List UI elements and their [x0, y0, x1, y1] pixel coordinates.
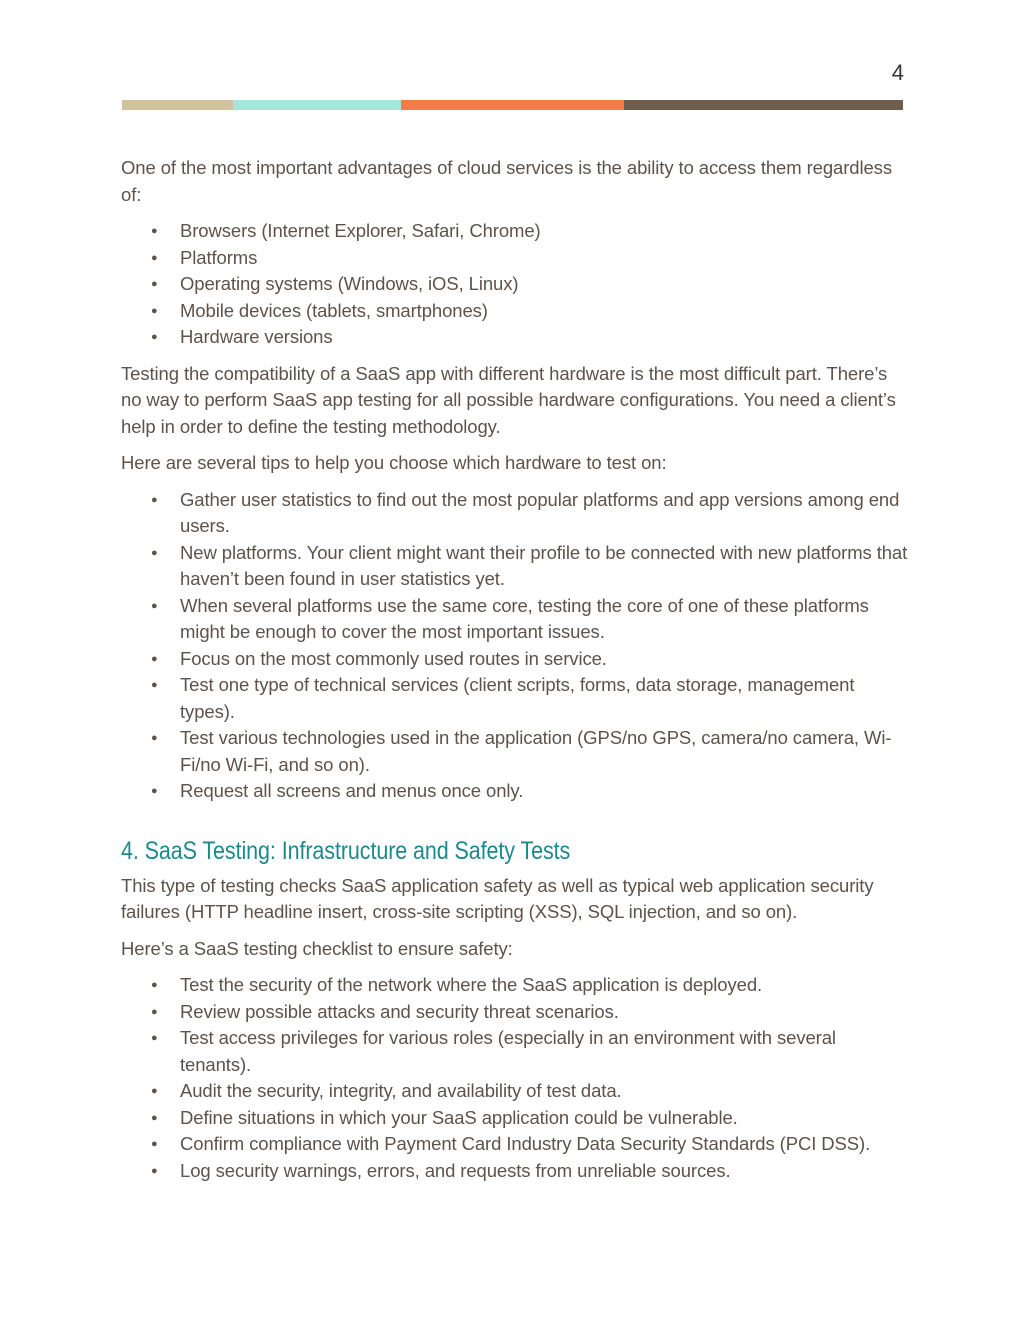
list-item-text: Test various technologies used in the application (GPS/no GPS, camera/no camera, Wi-Fi/no Wi-Fi, and so on). [180, 727, 892, 775]
bullet-icon [151, 540, 158, 567]
bullet-icon [151, 1025, 158, 1052]
list-item [180, 646, 911, 673]
color-bar-segment [122, 100, 233, 110]
list-item [180, 725, 911, 778]
list-item [180, 672, 911, 725]
bullet-icon [151, 972, 158, 999]
bullet-icon [151, 218, 158, 245]
list-item [180, 972, 911, 999]
list-item [180, 1025, 911, 1078]
page-number: 4 [891, 60, 904, 85]
list-item [180, 593, 911, 646]
bullet-icon [151, 672, 158, 699]
list-item [180, 999, 911, 1026]
bullet-icon [151, 324, 158, 351]
header-color-bar [122, 100, 903, 110]
list-item-text: Operating systems (Windows, iOS, Linux) [180, 273, 519, 294]
list-item-text: New platforms. Your client might want their profile to be connected with new platforms that haven’t been found in user statistics yet. [180, 541, 908, 589]
list-item-text: When several platforms use the same core, testing the core of one of these platforms might be enough to cover the most important issues. [180, 594, 869, 642]
list-item-text: Mobile devices (tablets, smartphones) [180, 299, 488, 321]
bullet-icon [151, 1078, 158, 1105]
bullet-icon [151, 778, 158, 805]
list-item [180, 245, 911, 272]
bullet-icon [151, 1131, 158, 1158]
list-item [180, 298, 911, 325]
list-item [180, 540, 911, 593]
color-bar-segment [401, 100, 624, 110]
bullet-icon [151, 646, 158, 673]
bullet-icon [151, 999, 158, 1026]
bullet-icon [151, 1105, 158, 1132]
bullet-icon [151, 271, 158, 298]
bullet-icon [151, 298, 158, 325]
bullet-icon [151, 487, 158, 514]
list-item-text: Request all screens and menus once only. [180, 780, 524, 801]
hardware-paragraph: Testing the compatibility of a SaaS app with different hardware is the most difficult part. There’s no way to perform SaaS app testing for all possible hardware configurations. You need a client’s help in order to define the testing methodology. [121, 362, 896, 437]
list-item-text: Hardware versions [180, 326, 333, 347]
list-item [180, 324, 911, 351]
access-list [121, 218, 911, 351]
list-item [180, 1158, 911, 1185]
list-item-text: Review possible attacks and security threat scenarios. [180, 1000, 619, 1022]
bullet-icon [151, 1158, 158, 1185]
list-item-text: Focus on the most commonly used routes in service. [180, 647, 607, 669]
tips-list [121, 487, 911, 805]
list-item-text: Test access privileges for various roles (especially in an environment with several tenants). [180, 1027, 836, 1075]
list-item-text: Define situations in which your SaaS application could be vulnerable. [180, 1106, 738, 1128]
color-bar-segment [624, 100, 903, 110]
list-item-text: Confirm compliance with Payment Card Industry Data Security Standards (PCI DSS). [180, 1133, 871, 1154]
tips-intro: Here are several tips to help you choose which hardware to test on: [121, 452, 667, 473]
safety-checklist [121, 972, 911, 1184]
bullet-icon [151, 725, 158, 752]
checklist-intro: Here’s a SaaS testing checklist to ensure safety: [121, 937, 513, 959]
list-item [180, 218, 911, 245]
list-item-text: Browsers (Internet Explorer, Safari, Chrome) [180, 220, 541, 241]
list-item [180, 1105, 911, 1132]
list-item-text: Platforms [180, 246, 258, 268]
list-item [180, 1078, 911, 1105]
list-item [180, 487, 911, 540]
list-item-text: Test the security of the network where the SaaS application is deployed. [180, 974, 763, 995]
intro-paragraph: One of the most important advantages of cloud services is the ability to access them regardless of: [121, 157, 892, 205]
section-heading: 4. SaaS Testing: Infrastructure and Safety Tests [121, 836, 571, 865]
list-item [180, 778, 911, 805]
bullet-icon [151, 245, 158, 272]
list-item-text: Gather user statistics to find out the most popular platforms and app versions among end users. [180, 488, 900, 536]
page-content [121, 155, 911, 1194]
list-item [180, 1131, 911, 1158]
list-item-text: Test one type of technical services (client scripts, forms, data storage, management types). [180, 674, 855, 722]
list-item-text: Log security warnings, errors, and requests from unreliable sources. [180, 1159, 731, 1181]
list-item [180, 271, 911, 298]
section-paragraph: This type of testing checks SaaS application safety as well as typical web application security failures (HTTP headline insert, cross-site scripting (XSS), SQL injection, and so on). [121, 874, 874, 922]
list-item-text: Audit the security, integrity, and availability of test data. [180, 1080, 622, 1101]
bullet-icon [151, 593, 158, 620]
color-bar-segment [233, 100, 401, 110]
